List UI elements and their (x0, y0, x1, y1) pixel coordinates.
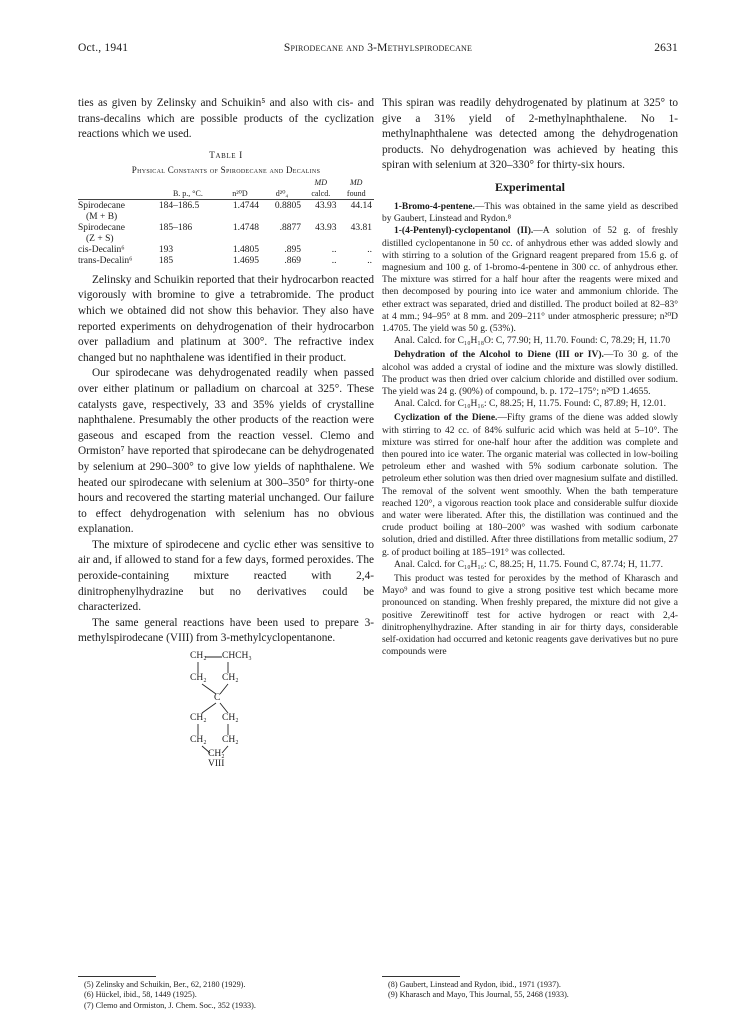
experimental-paragraph (382, 412, 678, 558)
table-row (78, 212, 374, 223)
table-row (78, 256, 374, 267)
table-row (78, 234, 374, 245)
table-cell: 1.4805 (232, 244, 259, 255)
footnotes-left (78, 972, 374, 1011)
paragraph: This spiran was readily dehydrogenated by platinum at 325° to give a 31% yield of 2-methylnaphthalene. No 1-methylnaphthalene was detected among the dehydrogenation products. No dehydrogenation was achieved by heating this spiran with selenium at 320–330° for thirty-six hours. (382, 97, 678, 172)
table-cell: 185–186 (158, 222, 193, 233)
table-cell (219, 212, 261, 223)
table-cell (303, 212, 338, 223)
table-cell: 193 (158, 244, 174, 255)
table-cell: 185 (158, 255, 174, 266)
table-caption: Table I (209, 150, 243, 161)
table-cell: (Z + S) (86, 233, 114, 244)
footnote: (5) Zelinsky and Schuikin, Ber., 62, 2180 (1929). (84, 980, 246, 989)
experimental-paragraph (382, 201, 678, 225)
table-cell (338, 234, 374, 245)
table-row (78, 223, 374, 234)
table-cell: .869 (284, 255, 302, 266)
table-header-cell: MD (314, 177, 327, 187)
atom-label: CH₂ (222, 735, 239, 746)
table-header-cell: found (346, 188, 366, 198)
footnote: (7) Clemo and Ormiston, J. Chem. Soc., 352 (1933). (84, 1000, 256, 1010)
compound-label: VIII (208, 759, 225, 770)
table-cell: 44.14 (350, 200, 372, 211)
atom-label: CH₂ (190, 713, 207, 724)
footnote: (6) Hückel, ibid., 58, 1449 (1925). (84, 990, 197, 1000)
table-header-cell (261, 177, 303, 188)
table-cell (338, 212, 374, 223)
table-header-cell (219, 177, 261, 188)
paragraph-text: —This was obtained in the same yield as described by Gaubert, Linstead and Rydon.⁸ (382, 201, 678, 225)
header-date: Oct., 1941 (78, 42, 129, 54)
paragraph-text: —To 30 g. of the alcohol was added a crystal of iodine and the mixture was slowly distilled. The product was then dried over calcium chloride and distilled over sodium. The yield was 24 g. (90%) of compound, b. p. 172–175°; n²⁰D 1.4655. (382, 350, 678, 398)
paragraph-text: —Fifty grams of the diene was added slowly with stirring to 42 cc. of 84% sulfuric acid which was held at 5–10°. The mixture was stirred for one-half hour after the addition was complete and then poured into ice water. The organic material was collected in low-boiling petroleum ether and washed with 5% sodium carbonate solution. The petroleum ether solution was then dried over magnesium sulfate and distilled. The removal of the solvent went smoothly. When the bath temperature reached 120°, a vigorous reaction took place and considerable sulfur dioxide and water were liberated. After this, the distillation was continued and the crude product boiling at 180–200° was washed with sodium carbonate solution, dried and distilled. After three distillations from metallic sodium, 27 g. of product boiling at 185–191° was collected. (382, 413, 679, 558)
atom-label: CH₂ (208, 749, 225, 760)
table-cell: .. (367, 244, 372, 255)
table-cell: 43.81 (350, 222, 372, 233)
experimental-paragraph (382, 225, 678, 335)
table-cell (261, 212, 303, 223)
table-header-cell: d²⁰₄ (275, 188, 289, 198)
structure-bonds (156, 651, 296, 769)
table-cell: 1.4744 (232, 200, 259, 211)
constants-table (78, 177, 374, 267)
paragraph: ties as given by Zelinsky and Schuikin⁵ and also with cis- and trans-decalins which are possible products of the cyclization reactions which we used. (78, 97, 374, 141)
paragraph-text: —A solution of 52 g. of freshly distilled cyclopentanone in 50 cc. of anhydrous ether was added slowly and with stirring to a solution of the Grignard reagent prepared from 15.6 g. of magnesium and 100 g. of 1-bromo-4-pentene in 300 cc. of anhydrous ether. The mixture was stirred for a half hour after the reagents were mixed and then decomposed by pouring into ice water and ammonium chloride. The ether extract was separated, dried and distilled. The product boiled at 82–83° at 4 mm.; 94–95° at 8 mm. and 209–211° under atmospheric pressure; n²⁰D 1.4705. The yield was 50 g. (53%). (382, 226, 678, 334)
table-cell: Spirodecane (78, 222, 125, 233)
atom-label: CH₂ (190, 651, 207, 662)
table-header-cell (78, 188, 157, 200)
table-body (78, 201, 374, 267)
paragraph-heading: 1-Bromo-4-pentene. (394, 201, 475, 212)
table-cell: (M + B) (86, 211, 118, 222)
table-cell: cis-Decalin⁶ (78, 244, 125, 255)
table-header-cell: MD (350, 177, 363, 187)
page-number: 2631 (654, 42, 678, 54)
table-cell: 1.4695 (232, 255, 259, 266)
table-cell (219, 234, 261, 245)
header-title: Spirodecane and 3-Methylspirodecane (283, 42, 473, 54)
table-cell: .8877 (279, 222, 302, 233)
atom-label: CH₂ (222, 713, 239, 724)
table-header-row (78, 177, 374, 188)
table-cell: 184–186.5 (158, 200, 200, 211)
atom-label: C (214, 693, 221, 704)
paragraph-heading: Cyclization of the Diene. (394, 413, 498, 424)
footnote-rule (382, 976, 460, 977)
table-title: Physical Constants of Spirodecane and Decalins (131, 164, 321, 175)
table-header-cell: calcd. (311, 188, 331, 198)
table-header-cell (78, 177, 157, 188)
table-cell (157, 212, 219, 223)
atom-label: CHCH₃ (222, 651, 252, 662)
table-cell (157, 234, 219, 245)
footnote-rule (78, 976, 156, 977)
table-cell: 43.93 (315, 200, 337, 211)
running-header (78, 42, 678, 58)
footnotes-right (382, 972, 678, 1001)
footnote: (8) Gaubert, Linstead and Rydon, ibid., 1971 (1937). (388, 980, 561, 989)
paragraph: The same general reactions have been used to prepare 3-methylspirodecane (VIII) from 3-methylcyclopentanone. (78, 616, 374, 645)
table-header-row (78, 188, 374, 200)
table-row (78, 201, 374, 212)
paragraph: Our spirodecane was dehydrogenated readily when passed over either platinum or palladium on charcoal at 325°. These catalysts gave, respectively, 33 and 35% yields of crystalline naphthalene. Presumably the other products of the reaction were gaseous and escaped from the reaction vessel. Clemo and Ormiston⁷ have reported that spirodecane can be dehydrogenated by selenium at 290–300° to give low yields of naphthalene. We heated our spirodecane with selenium at 300–350° for thirty-one hours and recovered the starting material unchanged. Our failure to effect dehydrogenation with selenium has no obvious explanation. (78, 367, 374, 536)
table-cell: Spirodecane (78, 200, 125, 211)
paragraph-heading: Dehydration of the Alcohol to Diene (III or IV). (394, 350, 604, 361)
table-row (78, 245, 374, 256)
table-cell: .. (331, 244, 337, 255)
footnote: (9) Kharasch and Mayo, This Journal, 55, 2468 (1933). (388, 990, 569, 1000)
paragraph: The mixture of spirodecene and cyclic ether was sensitive to air and, if allowed to stand for a few days, formed peroxides. The peroxide-containing mixture reacted with 2,4-dinitrophenylhydrazine but no derivatives could be characterized. (78, 538, 374, 614)
table-header-cell: B. p., °C. (172, 188, 203, 198)
atom-label: CH₂ (190, 735, 207, 746)
experimental-paragraph (382, 349, 678, 398)
atom-label: CH₂ (222, 673, 239, 684)
paragraph: Zelinsky and Schuikin reported that their hydrocarbon reacted vigorously with bromine to give a tetrabromide. The product which we obtained did not show this behavior. They also have reported experiments on dehydrogenation of their hydrocarbon over palladium and platinum at 300°. The refractive index changed but no naphthalene was identified in their product. (78, 273, 374, 364)
analysis-line: Anal. Calcd. for C₁₀H₁₆: C, 88.25; H, 11.75. Found C, 87.74; H, 11.77. (394, 559, 664, 570)
table-cell: trans-Decalin⁶ (78, 255, 133, 266)
table-cell: 1.4748 (232, 222, 259, 233)
table-cell: 43.93 (315, 222, 337, 233)
table-cell: .. (367, 255, 372, 266)
table-cell: .895 (284, 244, 302, 255)
paragraph-heading: 1-(4-Pentenyl)-cyclopentanol (II). (394, 226, 534, 237)
right-column (382, 96, 678, 658)
table-header-cell: n²⁰D (232, 188, 248, 198)
analysis-line: Anal. Calcd. for C₁₀H₁₆: C, 88.25; H, 11.75. Found: C, 87.89; H, 12.01. (394, 399, 667, 410)
left-column (78, 96, 374, 775)
analysis-line: Anal. Calcd. for C₁₀H₁₈O: C, 77.90; H, 11.70. Found: C, 78.29; H, 11.70 (394, 336, 671, 347)
atom-label: CH₂ (190, 673, 207, 684)
table-header-cell (157, 177, 219, 188)
experimental-paragraph: This product was tested for peroxides by the method of Kharasch and Mayo⁹ and was found to give a strong positive test which became more pronounced on standing. When freshly prepared, the mixture did not give a positive Zerewitinoff test for active hydrogen or react with 2,4-dinitrophenylhydrazine. After standing in air for thirty days, considerable self-oxidation had occurred and ketonic reagents gave derivatives but no pure compounds were (382, 574, 678, 658)
table-cell (261, 234, 303, 245)
table-cell: .. (331, 255, 337, 266)
table-cell: 0.8805 (274, 200, 302, 211)
table-cell (303, 234, 338, 245)
structure-viii (156, 651, 296, 769)
section-heading: Experimental (495, 179, 565, 194)
